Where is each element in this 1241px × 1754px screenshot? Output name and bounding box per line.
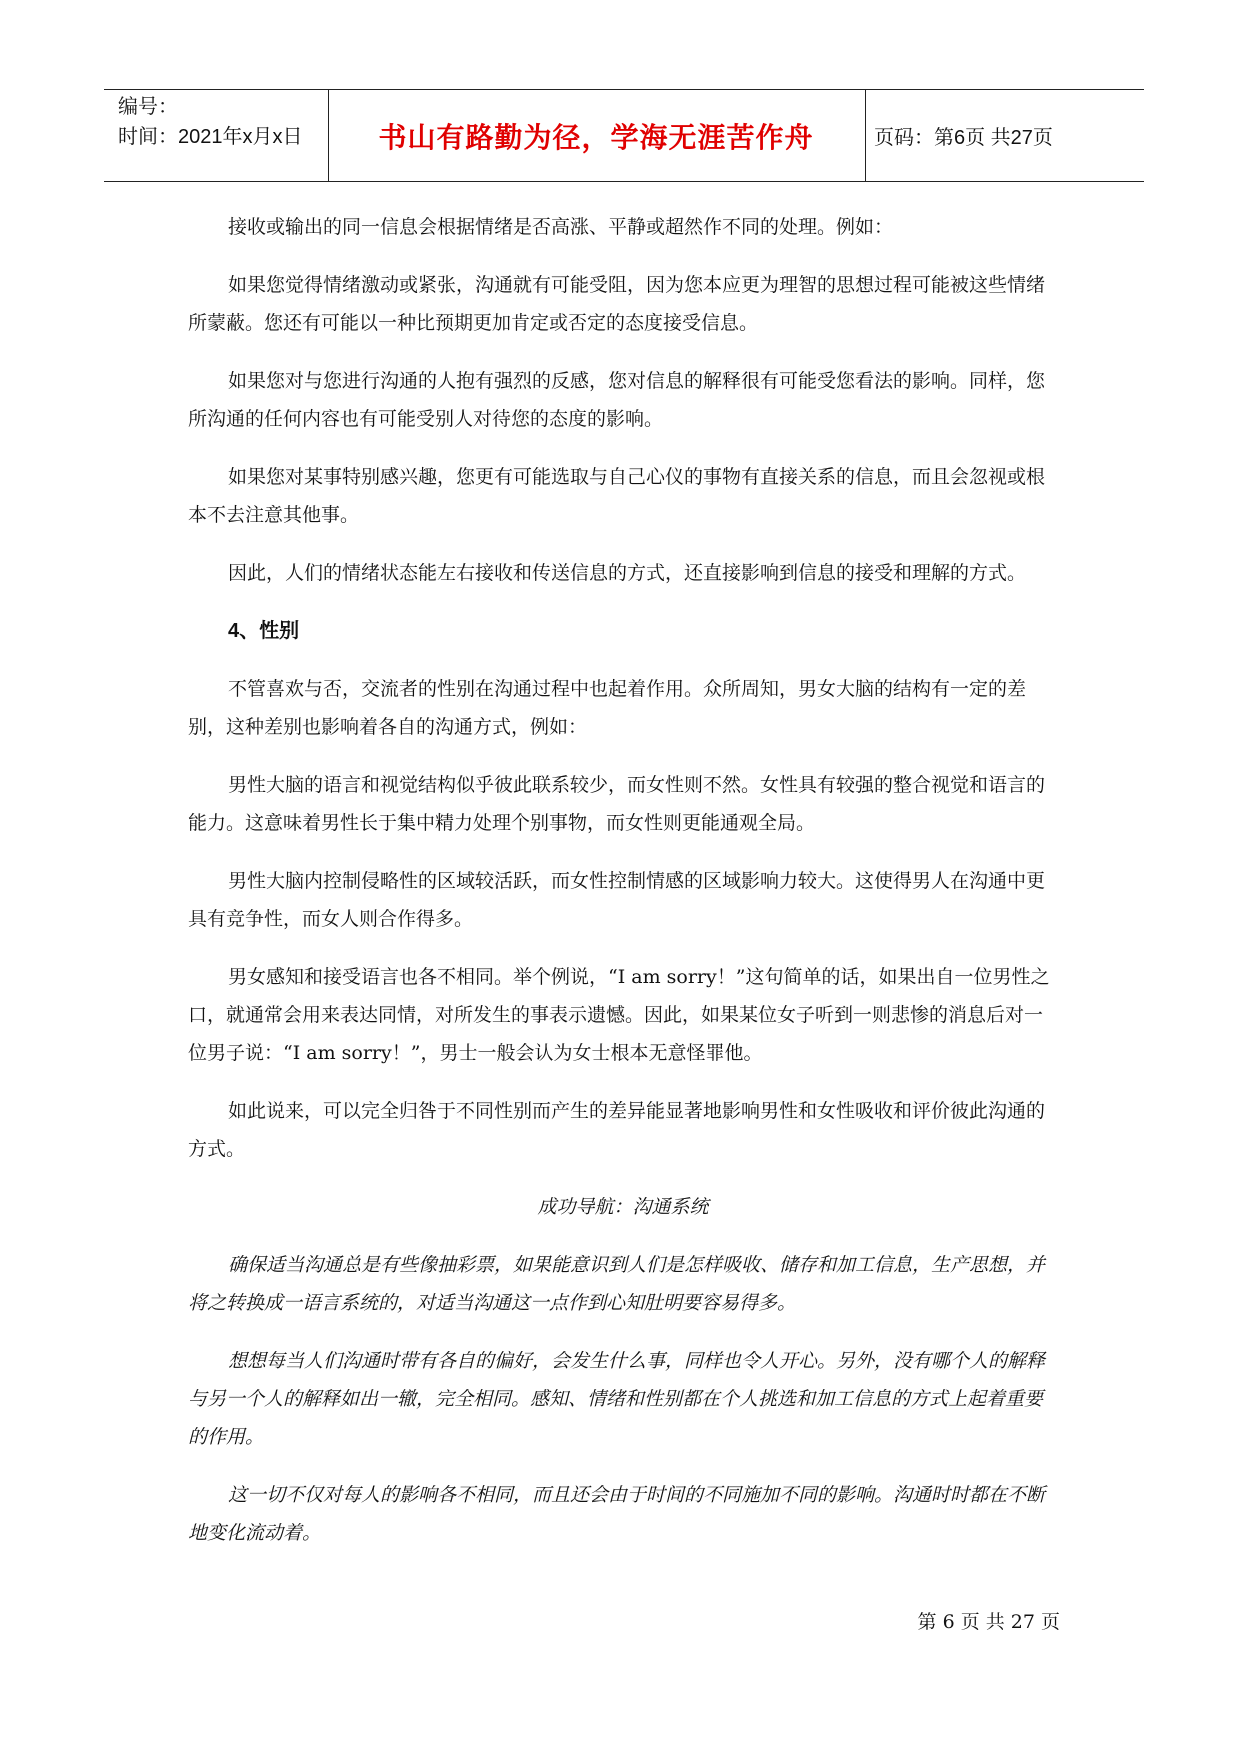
- section-heading: 4、性别: [228, 620, 300, 642]
- paragraph: 不管喜欢与否，交流者的性别在沟通过程中也起着作用。众所周知，男女大脑的结构有一定的差别，这种差别也影响着各自的沟通方式，例如：: [188, 678, 1027, 738]
- paragraph: 男性大脑的语言和视觉结构似乎彼此联系较少，而女性则不然。女性具有较强的整合视觉和语言的能力。这意味着男性长于集中精力处理个别事物，而女性则更能通观全局。: [188, 774, 1046, 834]
- italic-paragraph: 想想每当人们沟通时带有各自的偏好，会发生什么事，同样也令人开心。另外，没有哪个人的解释与另一个人的解释如出一辙，完全相同。感知、情绪和性别都在个人挑选和加工信息的方式上起着重要的作用。: [188, 1350, 1046, 1448]
- paragraph: 男性大脑内控制侵略性的区域较活跃，而女性控制情感的区域影响力较大。这使得男人在沟通中更具有竞争性，而女人则合作得多。: [188, 870, 1046, 930]
- header-meta: [118, 92, 358, 152]
- document-body: [188, 208, 1058, 1572]
- paragraph: 男女感知和接受语言也各不相同。举个例说，“I am sorry！”这句简单的话，如果出自一位男性之口，就通常会用来表达同情，对所发生的事表示遗憾。因此，如果某位女子听到一则悲惨的消息后对一位男子说：“I am sorry！”，男士一般会认为女士根本无意怪罪他。: [188, 966, 1050, 1064]
- paragraph: 接收或输出的同一信息会根据情绪是否高涨、平静或超然作不同的处理。例如：: [228, 216, 894, 238]
- document-time-label: 时间：2021年x月x日: [118, 126, 303, 148]
- document-number-label: 编号：: [118, 96, 178, 118]
- paragraph: 如果您觉得情绪激动或紧张，沟通就有可能受阻，因为您本应更为理智的思想过程可能被这些情绪所蒙蔽。您还有可能以一种比预期更加肯定或否定的态度接受信息。: [188, 274, 1046, 334]
- paragraph: 因此，人们的情绪状态能左右接收和传送信息的方式，还直接影响到信息的接受和理解的方式。: [228, 562, 1027, 584]
- subsection-title: 成功导航：沟通系统: [537, 1196, 709, 1218]
- header-motto: 书山有路勤为径，学海无涯苦作舟: [378, 120, 814, 154]
- italic-paragraph: 这一切不仅对每人的影响各不相同，而且还会由于时间的不同施加不同的影响。沟通时时都在不断地变化流动着。: [188, 1484, 1046, 1544]
- header-page-info: 页码：第6页 共27页: [874, 127, 1053, 149]
- page-header: [104, 89, 1144, 182]
- italic-paragraph: 确保适当沟通总是有些像抽彩票，如果能意识到人们是怎样吸收、储存和加工信息，生产思想，并将之转换成一语言系统的，对适当沟通这一点作到心知肚明要容易得多。: [188, 1254, 1046, 1314]
- page-footer: 第 6 页 共 27 页: [917, 1611, 1060, 1633]
- paragraph: 如此说来，可以完全归咎于不同性别而产生的差异能显著地影响男性和女性吸收和评价彼此沟通的方式。: [188, 1100, 1046, 1160]
- paragraph: 如果您对与您进行沟通的人抱有强烈的反感，您对信息的解释很有可能受您看法的影响。同样，您所沟通的任何内容也有可能受别人对待您的态度的影响。: [188, 370, 1046, 430]
- paragraph: 如果您对某事特别感兴趣，您更有可能选取与自己心仪的事物有直接关系的信息，而且会忽视或根本不去注意其他事。: [188, 466, 1046, 526]
